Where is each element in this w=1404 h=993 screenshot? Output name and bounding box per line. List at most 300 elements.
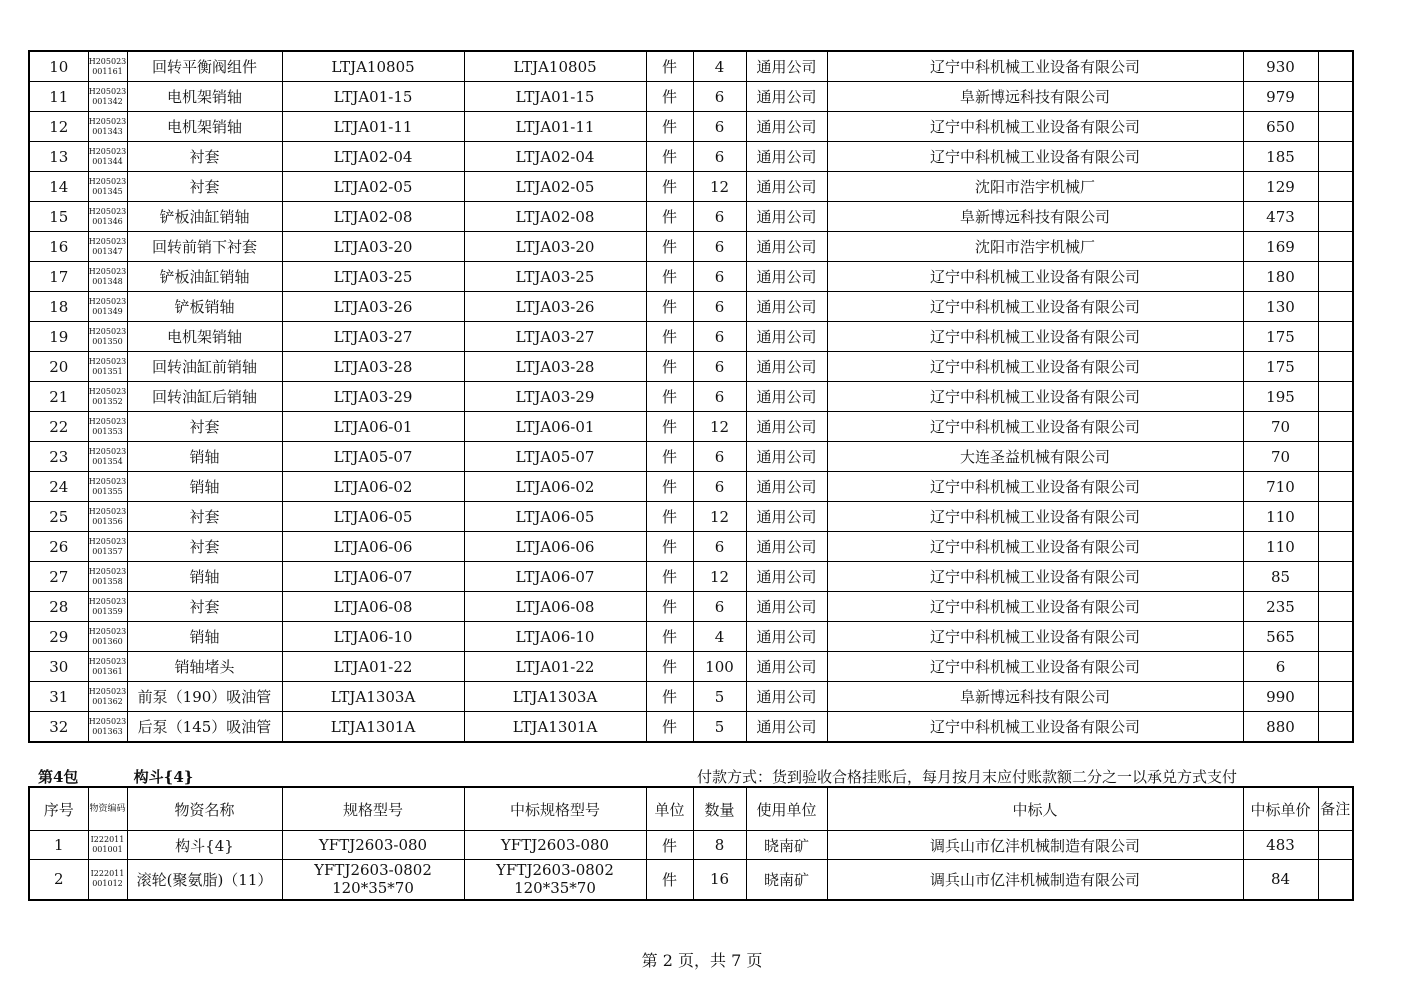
cell-note — [1318, 592, 1353, 622]
cell-note — [1318, 472, 1353, 502]
cell-bid-spec: LTJA03-26 — [464, 292, 646, 322]
cell-qty: 6 — [693, 232, 746, 262]
cell-no: 21 — [29, 382, 88, 412]
cell-winner: 辽宁中科机械工业设备有限公司 — [827, 322, 1243, 352]
cell-name: 衬套 — [127, 412, 282, 442]
cell-price: 175 — [1243, 352, 1318, 382]
cell-spec: LTJA10805 — [282, 51, 464, 82]
bid-spec-line-1: YFTJ2603-0802 — [496, 861, 614, 880]
cell-price: 880 — [1243, 712, 1318, 743]
cell-user: 通用公司 — [746, 142, 827, 172]
header-price: 中标单价 — [1243, 787, 1318, 831]
bid-results-table-package-4 — [28, 786, 1354, 901]
cell-unit: 件 — [646, 382, 693, 412]
cell-qty: 8 — [693, 831, 746, 860]
table-row — [29, 532, 1353, 562]
cell-bid-spec: LTJA06-06 — [464, 532, 646, 562]
cell-qty: 6 — [693, 82, 746, 112]
cell-note — [1318, 202, 1353, 232]
cell-no: 27 — [29, 562, 88, 592]
cell-unit: 件 — [646, 352, 693, 382]
table-row — [29, 412, 1353, 442]
cell-user: 通用公司 — [746, 82, 827, 112]
spec-line-1: YFTJ2603-0802 — [314, 861, 432, 880]
code-line-1: H205023 — [88, 86, 127, 96]
code-line-2: 001351 — [92, 366, 123, 376]
cell-unit: 件 — [646, 622, 693, 652]
payment-terms: 付款方式：货到验收合格挂账后，每月按月末应付账款额二分之一以承兑方式支付 — [697, 768, 1238, 786]
code-line-2: 001342 — [92, 96, 123, 106]
cell-price: 84 — [1243, 860, 1318, 900]
header-spec: 规格型号 — [282, 787, 464, 831]
cell-winner: 辽宁中科机械工业设备有限公司 — [827, 51, 1243, 82]
cell-code — [88, 142, 127, 172]
table-row — [29, 831, 1353, 860]
cell-no: 25 — [29, 502, 88, 532]
cell-no: 26 — [29, 532, 88, 562]
cell-qty: 4 — [693, 51, 746, 82]
cell-code — [88, 82, 127, 112]
cell-qty: 5 — [693, 712, 746, 743]
table-row — [29, 652, 1353, 682]
cell-spec: LTJA06-07 — [282, 562, 464, 592]
cell-note — [1318, 322, 1353, 352]
cell-winner: 辽宁中科机械工业设备有限公司 — [827, 142, 1243, 172]
cell-note — [1318, 831, 1353, 860]
table-row — [29, 172, 1353, 202]
cell-no: 1 — [29, 831, 88, 860]
cell-unit: 件 — [646, 172, 693, 202]
cell-bid-spec: LTJA06-08 — [464, 592, 646, 622]
cell-user: 通用公司 — [746, 532, 827, 562]
cell-no: 24 — [29, 472, 88, 502]
cell-price: 195 — [1243, 382, 1318, 412]
cell-name: 衬套 — [127, 532, 282, 562]
cell-no: 19 — [29, 322, 88, 352]
cell-bid-spec: LTJA1303A — [464, 682, 646, 712]
cell-bid-spec: LTJA06-02 — [464, 472, 646, 502]
code-line-1: H205023 — [88, 656, 127, 666]
cell-code — [88, 682, 127, 712]
cell-bid-spec: LTJA06-05 — [464, 502, 646, 532]
cell-spec: LTJA05-07 — [282, 442, 464, 472]
cell-qty: 100 — [693, 652, 746, 682]
cell-user: 通用公司 — [746, 382, 827, 412]
cell-winner: 沈阳市浩宇机械厂 — [827, 172, 1243, 202]
table-row — [29, 262, 1353, 292]
cell-unit: 件 — [646, 562, 693, 592]
cell-spec: LTJA03-27 — [282, 322, 464, 352]
cell-qty: 6 — [693, 292, 746, 322]
cell-winner: 辽宁中科机械工业设备有限公司 — [827, 472, 1243, 502]
header-qty: 数量 — [693, 787, 746, 831]
cell-user: 通用公司 — [746, 352, 827, 382]
cell-name: 衬套 — [127, 172, 282, 202]
cell-note — [1318, 352, 1353, 382]
cell-winner: 辽宁中科机械工业设备有限公司 — [827, 652, 1243, 682]
cell-spec — [282, 831, 464, 860]
cell-winner: 沈阳市浩宇机械厂 — [827, 232, 1243, 262]
cell-no: 18 — [29, 292, 88, 322]
cell-spec: LTJA02-05 — [282, 172, 464, 202]
cell-bid-spec: LTJA05-07 — [464, 442, 646, 472]
code-line-2: 001348 — [92, 276, 123, 286]
cell-name: 衬套 — [127, 502, 282, 532]
cell-no: 17 — [29, 262, 88, 292]
cell-user: 通用公司 — [746, 262, 827, 292]
cell-qty: 6 — [693, 532, 746, 562]
table-row — [29, 142, 1353, 172]
cell-name: 销轴 — [127, 472, 282, 502]
cell-unit: 件 — [646, 532, 693, 562]
cell-winner: 大连圣益机械有限公司 — [827, 442, 1243, 472]
cell-price: 650 — [1243, 112, 1318, 142]
cell-user: 晓南矿 — [746, 831, 827, 860]
code-line-1: H205023 — [88, 536, 127, 546]
cell-winner: 辽宁中科机械工业设备有限公司 — [827, 262, 1243, 292]
cell-code — [88, 292, 127, 322]
cell-name: 回转油缸后销轴 — [127, 382, 282, 412]
code-line-1: H205023 — [88, 356, 127, 366]
table-row — [29, 322, 1353, 352]
cell-winner: 调兵山市亿沣机械制造有限公司 — [827, 860, 1243, 900]
code-line-1: H205023 — [88, 596, 127, 606]
cell-no: 15 — [29, 202, 88, 232]
cell-no: 20 — [29, 352, 88, 382]
cell-spec: LTJA03-25 — [282, 262, 464, 292]
header-bid-spec: 中标规格型号 — [464, 787, 646, 831]
cell-qty: 6 — [693, 472, 746, 502]
cell-spec: LTJA01-15 — [282, 82, 464, 112]
code-line-2: 001349 — [92, 306, 123, 316]
cell-user: 通用公司 — [746, 51, 827, 82]
cell-name: 衬套 — [127, 142, 282, 172]
cell-spec: LTJA1303A — [282, 682, 464, 712]
cell-winner: 辽宁中科机械工业设备有限公司 — [827, 292, 1243, 322]
cell-bid-spec: LTJA01-22 — [464, 652, 646, 682]
cell-spec: LTJA1301A — [282, 712, 464, 743]
cell-price: 180 — [1243, 262, 1318, 292]
cell-winner: 辽宁中科机械工业设备有限公司 — [827, 352, 1243, 382]
code-line-2: 001012 — [92, 879, 123, 889]
cell-price: 473 — [1243, 202, 1318, 232]
cell-no: 12 — [29, 112, 88, 142]
cell-name: 滚轮(聚氨脂)（11） — [127, 860, 282, 900]
code-line-2: 001345 — [92, 186, 123, 196]
cell-spec: LTJA01-22 — [282, 652, 464, 682]
cell-price: 483 — [1243, 831, 1318, 860]
cell-note — [1318, 382, 1353, 412]
cell-bid-spec: LTJA02-08 — [464, 202, 646, 232]
cell-qty: 5 — [693, 682, 746, 712]
cell-spec: LTJA02-04 — [282, 142, 464, 172]
cell-name: 前泵（190）吸油管 — [127, 682, 282, 712]
code-line-1: I222011 — [90, 869, 125, 879]
cell-bid-spec — [464, 860, 646, 900]
cell-user: 通用公司 — [746, 622, 827, 652]
cell-name: 构斗{4} — [127, 831, 282, 860]
table-row — [29, 472, 1353, 502]
cell-name: 销轴 — [127, 442, 282, 472]
code-line-1: H205023 — [88, 326, 127, 336]
code-line-1: I222011 — [90, 835, 125, 844]
cell-no: 11 — [29, 82, 88, 112]
cell-winner: 阜新博远科技有限公司 — [827, 682, 1243, 712]
cell-price: 130 — [1243, 292, 1318, 322]
cell-user: 通用公司 — [746, 412, 827, 442]
code-line-1: H205023 — [88, 626, 127, 636]
bid-spec-line-1: YFTJ2603-080 — [500, 836, 610, 854]
spec-line-1: YFTJ2603-080 — [318, 836, 428, 854]
cell-spec: LTJA06-01 — [282, 412, 464, 442]
cell-qty: 6 — [693, 112, 746, 142]
cell-bid-spec: LTJA03-28 — [464, 352, 646, 382]
cell-price: 129 — [1243, 172, 1318, 202]
code-line-1: H205023 — [88, 446, 127, 456]
cell-winner: 阜新博远科技有限公司 — [827, 82, 1243, 112]
code-line-1: H205023 — [88, 176, 127, 186]
cell-name: 回转平衡阀组件 — [127, 51, 282, 82]
code-line-1: H205023 — [88, 296, 127, 306]
cell-spec: LTJA06-06 — [282, 532, 464, 562]
cell-bid-spec: LTJA06-10 — [464, 622, 646, 652]
cell-winner: 辽宁中科机械工业设备有限公司 — [827, 112, 1243, 142]
header-user: 使用单位 — [746, 787, 827, 831]
table-row — [29, 622, 1353, 652]
cell-price: 169 — [1243, 232, 1318, 262]
cell-spec: LTJA01-11 — [282, 112, 464, 142]
cell-code — [88, 51, 127, 82]
cell-user: 通用公司 — [746, 592, 827, 622]
cell-unit: 件 — [646, 142, 693, 172]
code-line-2: 001359 — [92, 606, 123, 616]
cell-bid-spec: LTJA02-04 — [464, 142, 646, 172]
table-row — [29, 51, 1353, 82]
cell-note — [1318, 82, 1353, 112]
cell-bid-spec: LTJA01-15 — [464, 82, 646, 112]
cell-unit: 件 — [646, 502, 693, 532]
cell-code — [88, 262, 127, 292]
cell-code — [88, 442, 127, 472]
bid-results-table-top — [28, 50, 1354, 743]
table-row — [29, 682, 1353, 712]
code-line-1: H205023 — [88, 206, 127, 216]
cell-code — [88, 712, 127, 743]
cell-name: 销轴 — [127, 562, 282, 592]
cell-code — [88, 532, 127, 562]
cell-bid-spec: LTJA1301A — [464, 712, 646, 743]
header-code: 物资编码 — [88, 787, 127, 831]
cell-no: 23 — [29, 442, 88, 472]
code-line-2: 001347 — [92, 246, 123, 256]
table-header-row — [29, 787, 1353, 831]
table-row — [29, 442, 1353, 472]
code-line-2: 001352 — [92, 396, 123, 406]
cell-code — [88, 352, 127, 382]
header-winner: 中标人 — [827, 787, 1243, 831]
cell-user: 通用公司 — [746, 322, 827, 352]
cell-unit: 件 — [646, 232, 693, 262]
cell-user: 通用公司 — [746, 112, 827, 142]
cell-code — [88, 562, 127, 592]
table-row — [29, 232, 1353, 262]
code-line-2: 001350 — [92, 336, 123, 346]
cell-spec: LTJA03-29 — [282, 382, 464, 412]
cell-code — [88, 412, 127, 442]
cell-note — [1318, 682, 1353, 712]
cell-note — [1318, 532, 1353, 562]
cell-qty: 6 — [693, 592, 746, 622]
cell-code — [88, 831, 127, 860]
cell-unit: 件 — [646, 442, 693, 472]
header-name: 物资名称 — [127, 787, 282, 831]
cell-spec: LTJA06-05 — [282, 502, 464, 532]
cell-note — [1318, 262, 1353, 292]
cell-unit: 件 — [646, 322, 693, 352]
cell-price: 710 — [1243, 472, 1318, 502]
cell-no: 31 — [29, 682, 88, 712]
code-line-1: H205023 — [88, 686, 127, 696]
code-line-1: H205023 — [88, 716, 127, 726]
cell-note — [1318, 502, 1353, 532]
cell-qty: 6 — [693, 202, 746, 232]
code-line-1: H205023 — [88, 236, 127, 246]
cell-name: 铲板销轴 — [127, 292, 282, 322]
table-row — [29, 712, 1353, 743]
cell-no: 14 — [29, 172, 88, 202]
code-line-2: 001358 — [92, 576, 123, 586]
table-row — [29, 382, 1353, 412]
cell-price: 990 — [1243, 682, 1318, 712]
cell-code — [88, 652, 127, 682]
cell-code — [88, 202, 127, 232]
code-line-1: H205023 — [88, 386, 127, 396]
cell-note — [1318, 51, 1353, 82]
cell-qty: 4 — [693, 622, 746, 652]
cell-no: 10 — [29, 51, 88, 82]
cell-note — [1318, 172, 1353, 202]
cell-note — [1318, 292, 1353, 322]
cell-qty: 6 — [693, 382, 746, 412]
cell-no: 2 — [29, 860, 88, 900]
cell-note — [1318, 142, 1353, 172]
cell-winner: 调兵山市亿沣机械制造有限公司 — [827, 831, 1243, 860]
cell-no: 28 — [29, 592, 88, 622]
cell-bid-spec: LTJA10805 — [464, 51, 646, 82]
cell-note — [1318, 562, 1353, 592]
cell-unit: 件 — [646, 831, 693, 860]
code-line-2: 001357 — [92, 546, 123, 556]
cell-price: 930 — [1243, 51, 1318, 82]
cell-code — [88, 592, 127, 622]
page-number: 第 2 页，共 7 页 — [641, 951, 763, 970]
code-line-1: H205023 — [88, 416, 127, 426]
cell-winner: 辽宁中科机械工业设备有限公司 — [827, 382, 1243, 412]
code-line-2: 001161 — [92, 66, 123, 76]
cell-winner: 辽宁中科机械工业设备有限公司 — [827, 412, 1243, 442]
cell-bid-spec: LTJA03-25 — [464, 262, 646, 292]
table-row — [29, 292, 1353, 322]
cell-note — [1318, 112, 1353, 142]
cell-user: 通用公司 — [746, 712, 827, 743]
cell-code — [88, 232, 127, 262]
table-row — [29, 860, 1353, 900]
package-name: 构斗{4} — [133, 768, 194, 786]
cell-qty: 6 — [693, 442, 746, 472]
code-line-1: H205023 — [88, 476, 127, 486]
cell-qty: 6 — [693, 262, 746, 292]
code-line-2: 001001 — [92, 845, 123, 854]
package-heading — [38, 766, 193, 787]
cell-qty: 16 — [693, 860, 746, 900]
cell-note — [1318, 712, 1353, 743]
code-line-2: 001360 — [92, 636, 123, 646]
cell-spec: LTJA03-26 — [282, 292, 464, 322]
cell-qty: 12 — [693, 562, 746, 592]
code-line-2: 001362 — [92, 696, 123, 706]
cell-bid-spec: LTJA06-01 — [464, 412, 646, 442]
cell-unit: 件 — [646, 292, 693, 322]
cell-note — [1318, 860, 1353, 900]
cell-no: 22 — [29, 412, 88, 442]
cell-code — [88, 502, 127, 532]
cell-code — [88, 472, 127, 502]
cell-unit: 件 — [646, 712, 693, 743]
cell-no: 13 — [29, 142, 88, 172]
cell-note — [1318, 622, 1353, 652]
code-line-2: 001346 — [92, 216, 123, 226]
cell-unit: 件 — [646, 412, 693, 442]
table-row — [29, 82, 1353, 112]
code-line-1: H205023 — [88, 266, 127, 276]
header-unit: 单位 — [646, 787, 693, 831]
cell-price: 235 — [1243, 592, 1318, 622]
code-line-2: 001354 — [92, 456, 123, 466]
cell-bid-spec: LTJA03-20 — [464, 232, 646, 262]
code-line-1: H205023 — [88, 506, 127, 516]
cell-user: 通用公司 — [746, 442, 827, 472]
cell-name: 电机架销轴 — [127, 82, 282, 112]
cell-bid-spec: LTJA03-29 — [464, 382, 646, 412]
cell-no: 32 — [29, 712, 88, 743]
cell-unit: 件 — [646, 592, 693, 622]
cell-spec: LTJA03-20 — [282, 232, 464, 262]
cell-bid-spec: LTJA01-11 — [464, 112, 646, 142]
cell-code — [88, 860, 127, 900]
cell-unit: 件 — [646, 472, 693, 502]
cell-winner: 辽宁中科机械工业设备有限公司 — [827, 502, 1243, 532]
cell-spec — [282, 860, 464, 900]
header-note: 备注 — [1318, 787, 1353, 831]
code-line-2: 001343 — [92, 126, 123, 136]
code-line-2: 001361 — [92, 666, 123, 676]
cell-qty: 12 — [693, 502, 746, 532]
code-line-2: 001363 — [92, 726, 123, 736]
package-number: 第4包 — [38, 768, 79, 786]
cell-price: 6 — [1243, 652, 1318, 682]
table-row — [29, 592, 1353, 622]
cell-no: 16 — [29, 232, 88, 262]
cell-unit: 件 — [646, 202, 693, 232]
cell-code — [88, 622, 127, 652]
code-line-2: 001344 — [92, 156, 123, 166]
cell-bid-spec — [464, 831, 646, 860]
cell-user: 通用公司 — [746, 682, 827, 712]
cell-user: 通用公司 — [746, 502, 827, 532]
cell-no: 29 — [29, 622, 88, 652]
cell-qty: 12 — [693, 412, 746, 442]
header-no: 序号 — [29, 787, 88, 831]
